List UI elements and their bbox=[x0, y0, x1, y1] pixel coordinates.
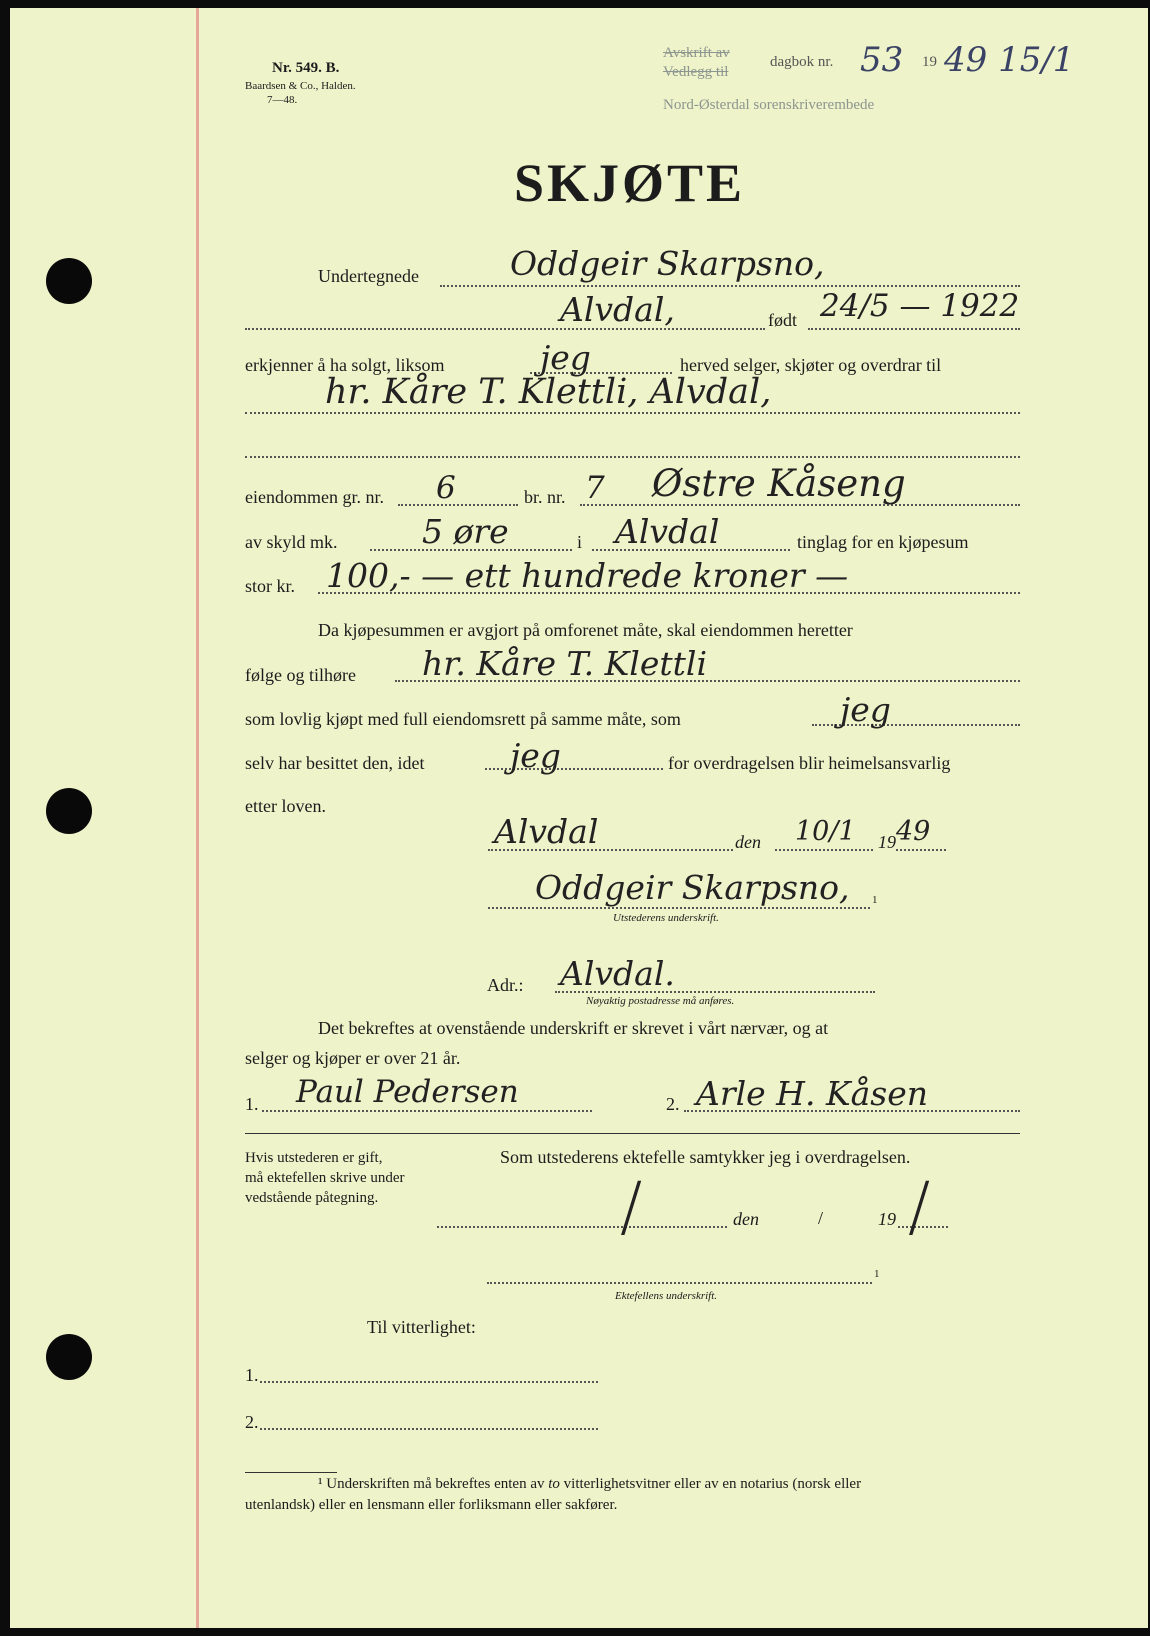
blank-line bbox=[245, 456, 1020, 458]
issuer-signature-line bbox=[488, 907, 870, 909]
buyer-line bbox=[245, 412, 1020, 414]
birth-line bbox=[808, 328, 1020, 330]
footnote-line1: ¹ Underskriften må bekreftes enten av to vitterlighetsvitner eller av en notarius (norsk eller bbox=[318, 1476, 862, 1492]
spouse-date-slash: / bbox=[818, 1208, 824, 1228]
i-label: i bbox=[577, 532, 583, 552]
birth-date: 24/5 — 1922 bbox=[820, 288, 1020, 324]
fodt-label: født bbox=[768, 310, 797, 330]
folge-label: følge og tilhøre bbox=[245, 665, 356, 685]
gr-nr-line bbox=[398, 504, 518, 506]
date-signed: 10/1 bbox=[795, 816, 856, 847]
witness2-signature: Arle H. Kåsen bbox=[696, 1074, 928, 1113]
footnote-line2: utenlandsk) eller en lensmann eller forliksmann eller sakfører. bbox=[245, 1497, 618, 1513]
dagbok-number: 53 bbox=[860, 40, 904, 80]
heimel-label: for overdragelsen blir heimelsansvarlig bbox=[668, 753, 951, 773]
liksom-value: jeg bbox=[540, 338, 591, 377]
spouse-note-line3: vedstående påtegning. bbox=[245, 1190, 379, 1206]
som-lovlig-label: som lovlig kjøpt med full eiendomsrett på samme måte, som bbox=[245, 709, 681, 729]
witness1-signature: Paul Pedersen bbox=[296, 1074, 519, 1110]
seller-place: Alvdal, bbox=[560, 290, 675, 329]
som-lovlig-value: jeg bbox=[840, 690, 891, 729]
price: 100,- — ett hundrede kroner — bbox=[326, 556, 849, 595]
spouse-note-line1: Hvis utstederen er gift, bbox=[245, 1150, 383, 1166]
stamp-office: Nord-Østerdal sorenskriverembede bbox=[663, 97, 875, 113]
undertegnede-label: Undertegnede bbox=[318, 266, 419, 286]
spouse-consent: Som utstederens ektefelle samtykker jeg i overdragelsen. bbox=[500, 1147, 911, 1167]
witness1-line bbox=[262, 1110, 592, 1112]
witness1-num: 1. bbox=[245, 1094, 259, 1114]
seller-name: Oddgeir Skarpsno, bbox=[510, 244, 825, 283]
stamp-vedlegg: Vedlegg til bbox=[663, 64, 729, 80]
margin-rule bbox=[196, 8, 199, 1628]
spouse-signature-line bbox=[487, 1282, 872, 1284]
spouse-sig-label: Ektefellens underskrift. bbox=[615, 1290, 718, 1302]
den-label: den bbox=[735, 832, 761, 852]
spouse-year-slash: / bbox=[908, 1168, 931, 1245]
year-line bbox=[896, 849, 946, 851]
punch-hole bbox=[46, 788, 92, 834]
vitterlighet-line2-num: 2. bbox=[245, 1412, 259, 1432]
stamp-dagbok: dagbok nr. bbox=[770, 54, 834, 70]
selv-value: jeg bbox=[510, 736, 561, 775]
place-signed: Alvdal bbox=[494, 812, 599, 851]
year-suffix: 49 bbox=[896, 816, 931, 847]
dagbok-year-date: 49 15/1 bbox=[944, 40, 1075, 80]
br-nr: 7 bbox=[585, 470, 605, 506]
property-name: Østre Kåseng bbox=[652, 462, 906, 505]
vitterlighet-line2 bbox=[260, 1428, 598, 1430]
form-number: Nr. 549. B. bbox=[272, 60, 340, 76]
spouse-place-line bbox=[437, 1226, 727, 1228]
spouse-year-prefix: 19 bbox=[878, 1209, 896, 1229]
witness2-num: 2. bbox=[666, 1094, 680, 1114]
printer-name: Baardsen & Co., Halden. bbox=[245, 80, 356, 92]
footnote-rule bbox=[245, 1472, 337, 1473]
document-title: SKJØTE bbox=[514, 153, 746, 213]
vitterlighet-label: Til vitterlighet: bbox=[367, 1317, 476, 1337]
punch-hole bbox=[46, 1334, 92, 1380]
punch-hole bbox=[46, 258, 92, 304]
eiendommen-label: eiendommen gr. nr. bbox=[245, 487, 384, 507]
spouse-place-slash: / bbox=[620, 1168, 643, 1245]
vitterlighet-line1-num: 1. bbox=[245, 1365, 259, 1385]
address-note: Nøyaktig postadresse må anføres. bbox=[586, 995, 735, 1007]
adr-label: Adr.: bbox=[487, 975, 524, 995]
section-divider bbox=[245, 1133, 1020, 1134]
herved-label: herved selger, skjøter og overdrar til bbox=[680, 355, 942, 375]
address: Alvdal. bbox=[560, 954, 675, 993]
stamp-avskrift: Avskrift av bbox=[663, 45, 730, 61]
folge-value: hr. Kåre T. Klettli bbox=[422, 644, 708, 683]
print-date: 7—48. bbox=[267, 94, 298, 106]
br-nr-label: br. nr. bbox=[524, 487, 566, 507]
stamp-year-prefix: 19 bbox=[922, 54, 937, 70]
skyld-value: 5 øre bbox=[422, 512, 509, 551]
date-line bbox=[775, 849, 873, 851]
spouse-den-label: den bbox=[733, 1209, 759, 1229]
spouse-note-line2: må ektefellen skrive under bbox=[245, 1170, 405, 1186]
etter-loven: etter loven. bbox=[245, 796, 326, 816]
issuer-sig-label: Utstederens underskrift. bbox=[613, 912, 719, 924]
tinglag-value: Alvdal bbox=[615, 512, 720, 551]
tinglag-label: tinglag for en kjøpesum bbox=[797, 532, 969, 552]
seller-line bbox=[440, 285, 1020, 287]
confirm-line2: selger og kjøper er over 21 år. bbox=[245, 1048, 461, 1068]
selv-label: selv har besittet den, idet bbox=[245, 753, 425, 773]
skyld-label: av skyld mk. bbox=[245, 532, 338, 552]
gr-nr: 6 bbox=[436, 470, 456, 506]
erkjenner-label: erkjenner å ha solgt, liksom bbox=[245, 355, 445, 375]
stor-label: stor kr. bbox=[245, 576, 296, 596]
confirm-line1: Det bekreftes at ovenstående underskrift er skrevet i vårt nærvær, og at bbox=[318, 1018, 829, 1038]
footnote-mark: 1 bbox=[872, 894, 878, 906]
vitterlighet-line1 bbox=[260, 1381, 598, 1383]
spouse-footnote-mark: 1 bbox=[874, 1268, 880, 1280]
seller-place-line bbox=[245, 328, 765, 330]
issuer-signature: Oddgeir Skarpsno, bbox=[535, 868, 850, 907]
buyer-name: hr. Kåre T. Klettli, Alvdal, bbox=[325, 372, 772, 412]
year-prefix: 19 bbox=[878, 832, 896, 852]
para1-line1: Da kjøpesummen er avgjort på omforenet måte, skal eiendommen heretter bbox=[318, 620, 853, 640]
